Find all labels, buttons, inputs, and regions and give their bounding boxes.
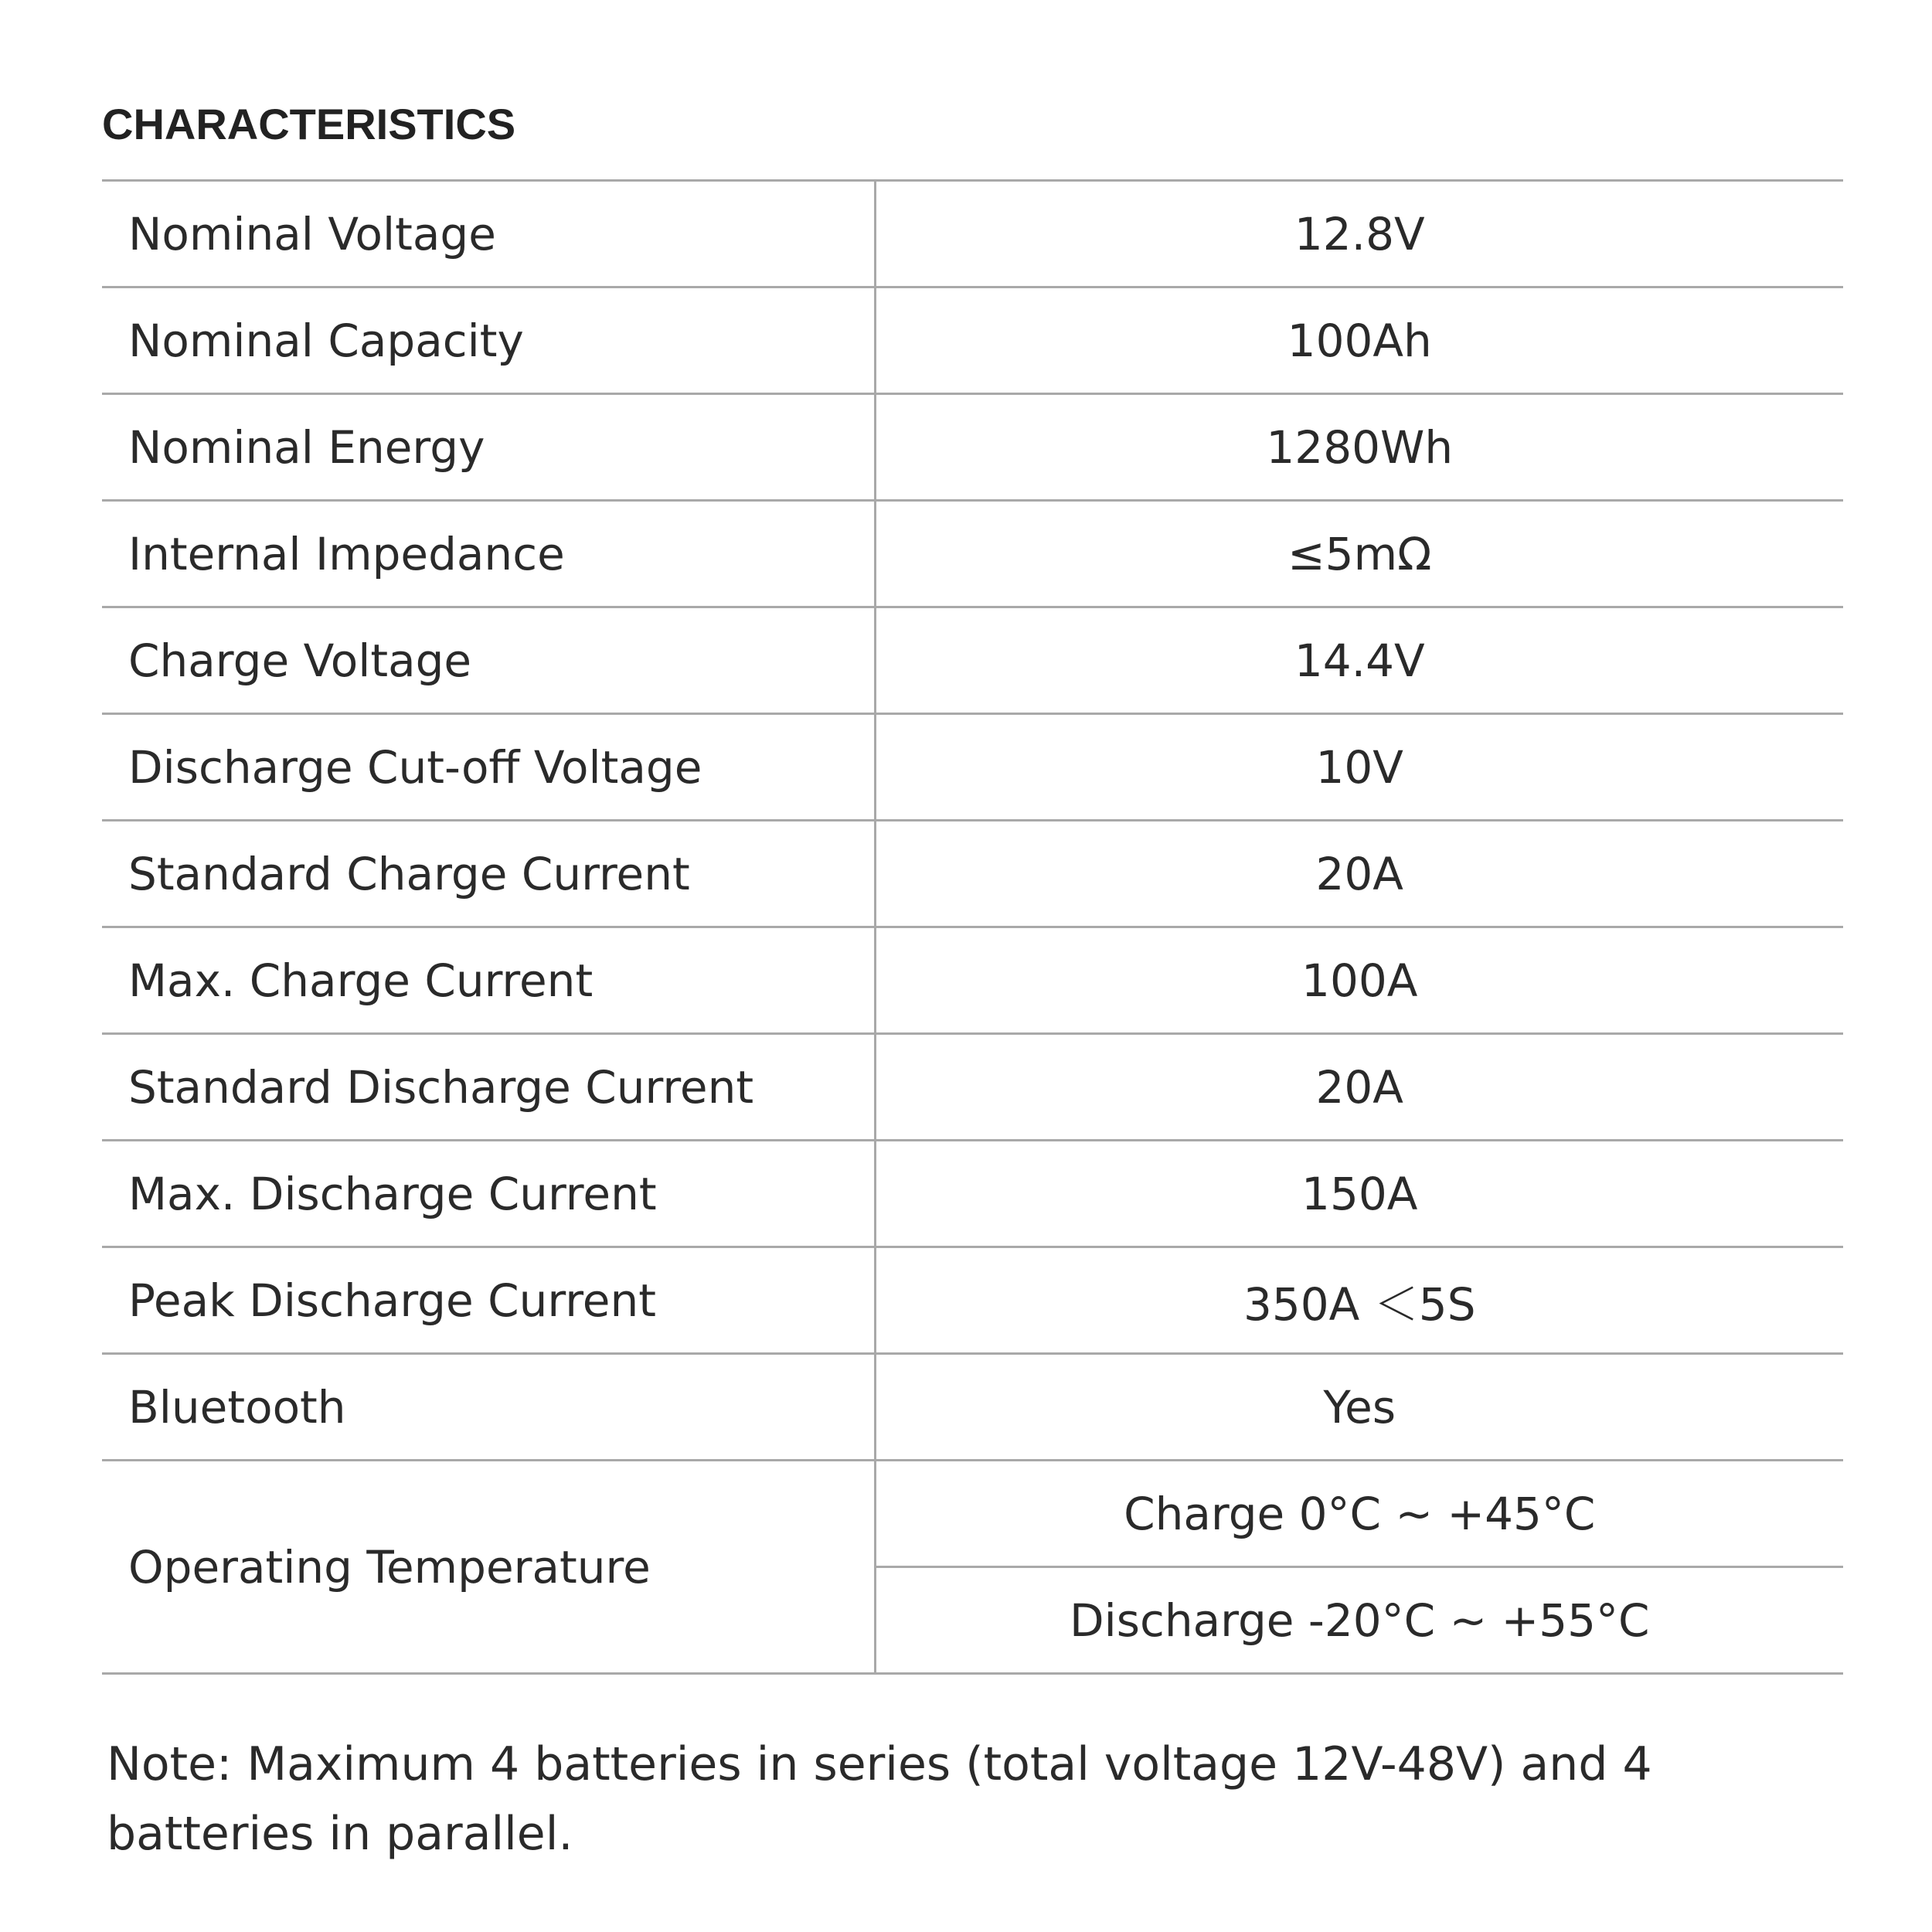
spec-label: Peak Discharge Current	[102, 1247, 875, 1354]
table-row	[102, 1141, 1843, 1247]
table-row	[102, 1354, 1843, 1461]
spec-label: Max. Charge Current	[102, 927, 875, 1034]
spec-value: ≤5mΩ	[875, 501, 1843, 607]
spec-value: Yes	[875, 1354, 1843, 1461]
table-row	[102, 501, 1843, 607]
spec-label: Nominal Capacity	[102, 287, 875, 394]
charge-temperature-value: Charge 0°C ~ +45°C	[875, 1461, 1843, 1567]
table-row	[102, 181, 1843, 287]
table-row-operating-temperature	[102, 1461, 1843, 1567]
spec-label: Nominal Energy	[102, 394, 875, 501]
table-row	[102, 714, 1843, 821]
section-heading: CHARACTERISTICS	[102, 100, 516, 148]
spec-value: 12.8V	[875, 181, 1843, 287]
spec-label: Max. Discharge Current	[102, 1141, 875, 1247]
spec-value: 1280Wh	[875, 394, 1843, 501]
spec-label: Nominal Voltage	[102, 181, 875, 287]
table-row	[102, 1034, 1843, 1141]
footnote: Note: Maximum 4 batteries in series (total voltage 12V-48V) and 4 batteries in parallel.	[107, 1737, 1652, 1861]
table-row	[102, 821, 1843, 927]
spec-value: 150A	[875, 1141, 1843, 1247]
table-row	[102, 927, 1843, 1034]
spec-value: 20A	[875, 1034, 1843, 1141]
table-row	[102, 394, 1843, 501]
spec-label: Discharge Cut-off Voltage	[102, 714, 875, 821]
spec-value: 350A ＜5S	[875, 1247, 1843, 1354]
spec-label: Internal Impedance	[102, 501, 875, 607]
spec-value: 14.4V	[875, 607, 1843, 714]
spec-value: 100A	[875, 927, 1843, 1034]
table-row	[102, 607, 1843, 714]
specifications-table	[102, 179, 1843, 1675]
table-row	[102, 287, 1843, 394]
spec-label: Bluetooth	[102, 1354, 875, 1461]
spec-value: 20A	[875, 821, 1843, 927]
spec-label: Charge Voltage	[102, 607, 875, 714]
spec-label: Operating Temperature	[102, 1461, 875, 1674]
spec-label: Standard Discharge Current	[102, 1034, 875, 1141]
spec-value: 10V	[875, 714, 1843, 821]
spec-label: Standard Charge Current	[102, 821, 875, 927]
table-row	[102, 1247, 1843, 1354]
discharge-temperature-value: Discharge -20°C ~ +55°C	[875, 1567, 1843, 1674]
spec-value: 100Ah	[875, 287, 1843, 394]
